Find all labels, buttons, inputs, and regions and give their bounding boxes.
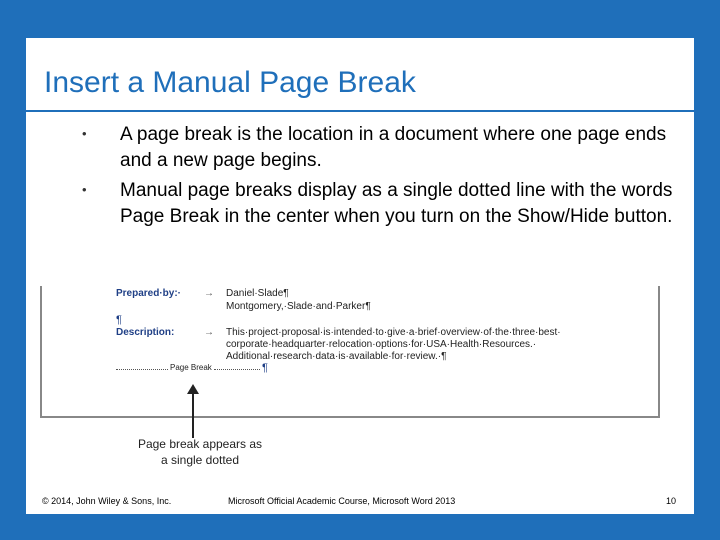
prepared-name-line: Daniel·Slade¶ bbox=[226, 288, 289, 299]
pilcrow-mark: ¶ bbox=[262, 362, 268, 374]
tab-arrow-icon: → bbox=[204, 288, 214, 299]
footer-page-number: 10 bbox=[666, 496, 677, 506]
arrow-shaft bbox=[192, 392, 194, 438]
slide-title: Insert a Manual Page Break bbox=[44, 66, 416, 99]
caption-line: a single dotted bbox=[160, 453, 240, 467]
page-break-dotted-line bbox=[214, 369, 260, 370]
tab-arrow-icon: → bbox=[204, 327, 214, 338]
title-underline bbox=[26, 110, 694, 112]
description-line: This·project·proposal·is·intended·to·give·a·brief·overview·of·the·three·best· bbox=[226, 327, 561, 338]
bullet-text: Manual page breaks display as a single dotted line with the words Page Break in the center when you turn on the Show/Hide button. bbox=[120, 180, 673, 227]
bullet-marker: • bbox=[82, 126, 87, 141]
footer-copyright: © 2014, John Wiley & Sons, Inc. bbox=[42, 496, 172, 506]
footer-course: Microsoft Official Academic Course, Microsoft Word 2013 bbox=[228, 496, 456, 506]
document-screenshot bbox=[40, 286, 660, 418]
page-break-dotted-line bbox=[116, 369, 168, 370]
page-break-label: Page Break bbox=[170, 363, 212, 372]
prepared-name-line: Montgomery,·Slade·and·Parker¶ bbox=[226, 301, 371, 312]
bullet-text: A page break is the location in a document where one page ends and a new page begins. bbox=[120, 124, 667, 171]
pilcrow-mark: ¶ bbox=[116, 314, 122, 326]
slide-content bbox=[26, 38, 694, 514]
figure-caption bbox=[130, 436, 270, 468]
prepared-by-label: Prepared·by:· bbox=[116, 288, 182, 299]
caption-line: Page break appears as bbox=[137, 437, 263, 451]
description-line: corporate·headquarter·relocation·options·for·USA·Health·Resources.· bbox=[226, 339, 537, 350]
description-line: Additional·research·data·is·available·for·review.·¶ bbox=[226, 351, 447, 362]
bullet-marker: • bbox=[82, 182, 87, 197]
description-label: Description: bbox=[116, 327, 175, 338]
